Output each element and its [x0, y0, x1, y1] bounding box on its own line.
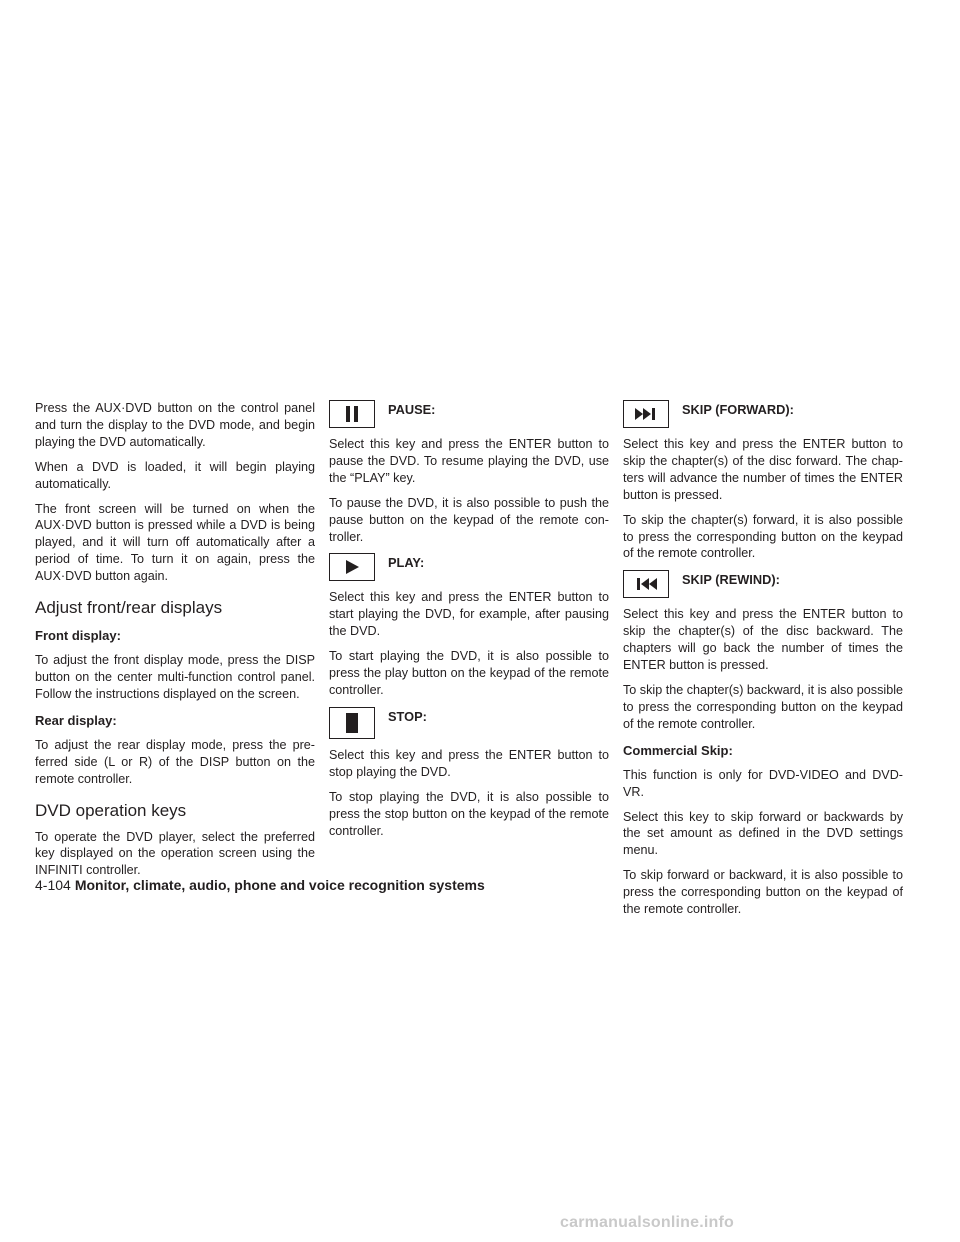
skip-forward-key-row: [623, 400, 903, 428]
heading-front-display: Front display:: [35, 628, 121, 644]
pause-label: PAUSE:: [388, 402, 436, 417]
skip-rewind-label: SKIP (REWIND):: [682, 572, 780, 588]
play-key-row: [329, 553, 609, 581]
stop-key-row: [329, 707, 609, 739]
front-display-paragraph: To adjust the front display mode, press the DISP button on the center multi-function control panel. Follow the instructions displayed on the screen.: [35, 653, 315, 701]
stop-label: STOP:: [388, 708, 427, 724]
commercial-paragraph-2: Select this key to skip forward or backwards by the set amount as defined in the DVD settings menu.: [623, 809, 903, 858]
heading-dvd-operation-keys: DVD operation keys: [35, 800, 187, 820]
skip-forward-paragraph-2: To skip the chapter(s) forward, it is also possible to press the corresponding button on the keypad of the remote controller.: [623, 512, 903, 561]
skip-rewind-paragraph-2: To skip the chapter(s) backward, it is also possible to press the corresponding button on the keypad of the remote controller.: [623, 682, 903, 731]
pause-paragraph-2: To pause the DVD, it is also possible to push the pause button on the keypad of the remote controller.: [329, 495, 609, 544]
heading-rear-display: Rear display:: [35, 712, 117, 728]
intro-paragraph-2: When a DVD is loaded, it will begin playing automatically.: [35, 459, 315, 491]
skip-rewind-key-row: [623, 570, 903, 598]
column-3: [623, 400, 903, 926]
skip-rewind-paragraph-1: Select this key and press the ENTER button to skip the chapter(s) of the disc backward. The chapters will go back the number of times the ENTER button is pressed.: [623, 607, 903, 673]
stop-paragraph-1: Select this key and press the ENTER button to stop playing the DVD.: [329, 747, 609, 779]
play-paragraph-1: Select this key and press the ENTER button to start playing the DVD, for example, after pausing the DVD.: [329, 590, 609, 639]
watermark-text: carmanualsonline.info: [560, 1214, 735, 1231]
skip-forward-paragraph-1: Select this key and press the ENTER button to skip the chapter(s) of the disc forward. The chapters will advance the number of times the ENTER button is pressed.: [623, 437, 903, 502]
column-2: [329, 400, 609, 847]
stop-icon: [329, 707, 375, 739]
rear-display-paragraph: To adjust the rear display mode, press the preferred side (L or R) of the DISP button on the remote controller.: [35, 737, 315, 786]
play-paragraph-2: To start playing the DVD, it is also possible to press the play button on the keypad of the remote controller.: [329, 649, 609, 697]
pause-icon: [329, 400, 375, 428]
intro-paragraph-1: Press the AUX·DVD button on the control panel and turn the display to the DVD mode, and begin playing the DVD automatically.: [35, 401, 315, 449]
pause-paragraph-1: Select this key and press the ENTER button to pause the DVD. To resume playing the DVD, use the “PLAY” key.: [329, 437, 609, 485]
skip-forward-label: SKIP (FORWARD):: [682, 402, 794, 417]
page-footer: [35, 877, 485, 893]
page-number: 4-104: [35, 877, 71, 893]
pause-key-row: [329, 400, 609, 428]
heading-adjust-displays: Adjust front/rear displays: [35, 598, 223, 618]
skip-forward-icon: [623, 400, 669, 428]
commercial-paragraph-3: To skip forward or backward, it is also possible to press the corresponding button on the keypad of the remote controller.: [623, 868, 903, 917]
commercial-paragraph-1: This function is only for DVD-VIDEO and DVD-VR.: [623, 767, 903, 799]
column-1: [35, 400, 315, 887]
play-label: PLAY:: [388, 555, 425, 571]
stop-paragraph-2: To stop playing the DVD, it is also possible to press the stop button on the keypad of the remote controller.: [329, 789, 609, 838]
dvd-operation-paragraph: To operate the DVD player, select the preferred key displayed on the operation screen using the INFINITI controller.: [35, 829, 315, 878]
intro-paragraph-3: The front screen will be turned on when the AUX·DVD button is pressed while a DVD is being played, and it will turn off automatically after a period of time. To turn it on again, press the AUX·DVD button again.: [35, 501, 315, 584]
heading-commercial-skip: Commercial Skip:: [623, 742, 733, 758]
skip-rewind-icon: [623, 570, 669, 598]
play-icon: [329, 553, 375, 581]
section-title: Monitor, climate, audio, phone and voice recognition systems: [74, 877, 485, 893]
